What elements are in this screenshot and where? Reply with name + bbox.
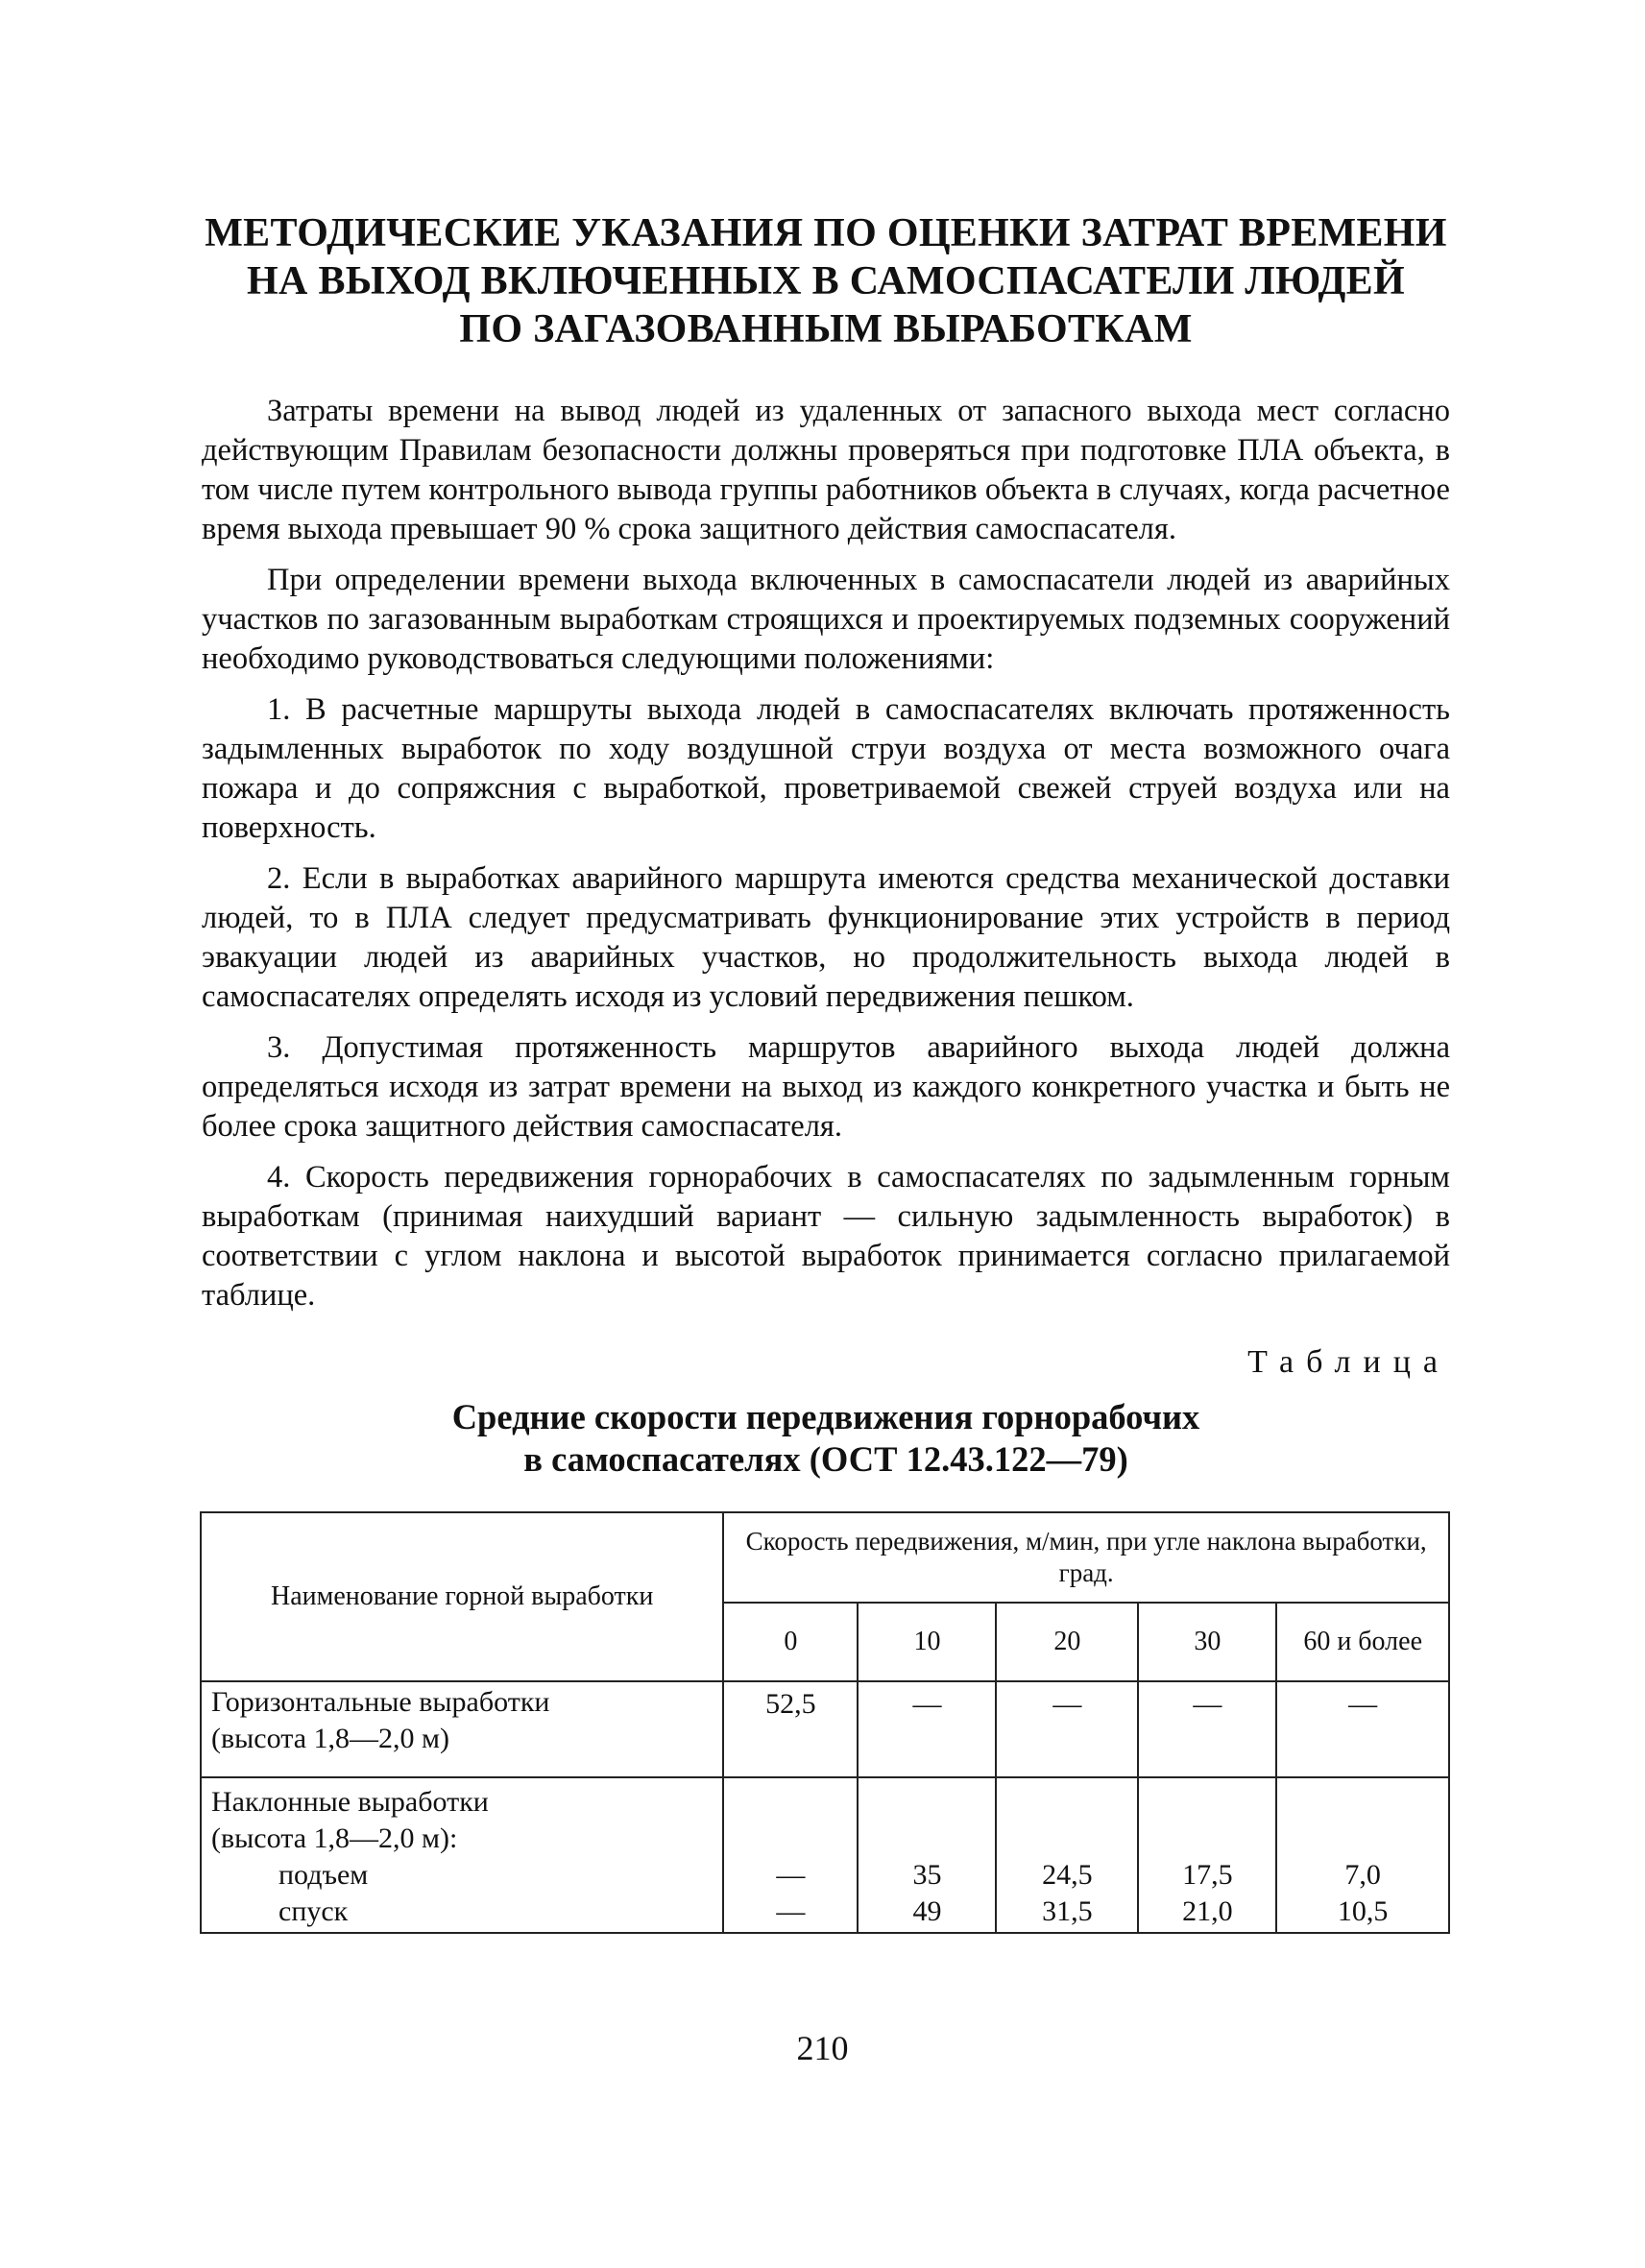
row-name-line: (высота 1,8—2,0 м): — [211, 1822, 458, 1854]
table-cell: — — [1276, 1681, 1449, 1777]
paragraph-provisions: При определении времени выхода включенных в самоспасатели людей из аварийных участков по загазованным выработкам строящихся и проектируемых подземных сооружений необходимо руководствоваться следующими положениями: — [202, 563, 1450, 676]
table-cell: — — [1138, 1681, 1276, 1777]
header-name: Наименование горной выработки — [201, 1512, 723, 1681]
title-line: МЕТОДИЧЕСКИЕ УКАЗАНИЯ ПО ОЦЕНКИ ЗАТРАТ ВРЕМЕНИ — [205, 211, 1447, 255]
header-angle-0: 0 — [723, 1603, 858, 1681]
speed-table — [200, 1511, 1450, 1934]
table-cell — [858, 1777, 996, 1933]
row-name-line: Горизонтальные выработки — [211, 1686, 550, 1718]
sub-value: 10,5 — [1337, 1895, 1389, 1927]
row-name — [201, 1681, 723, 1777]
page-number: 210 — [796, 2029, 849, 2067]
table-cell: — — [858, 1681, 996, 1777]
document-title — [202, 209, 1450, 353]
paragraph-item-3: 3. Допустимая протяженность маршрутов аварийного выхода людей должна определяться исходя из затрат времени на выход из каждого конкретного участка и быть не более срока защитного действия самоспасателя. — [202, 1030, 1450, 1144]
row-name-line: (высота 1,8—2,0 м) — [211, 1723, 449, 1754]
table-cell — [723, 1777, 858, 1933]
title-line: ПО ЗАГАЗОВАННЫМ ВЫРАБОТКАМ — [459, 307, 1193, 351]
sub-value: 21,0 — [1182, 1895, 1233, 1927]
table-cell: — — [996, 1681, 1138, 1777]
paragraph-item-1: 1. В расчетные маршруты выхода людей в самоспасателях включать протяженность задымленных выработок по ходу воздушной струи воздуха от места возможного очага пожара и до сопряжсния с выработкой, проветриваемой свежей струей воздуха или на поверхность. — [202, 692, 1450, 845]
header-angle-30: 30 — [1138, 1603, 1276, 1681]
sub-value: — — [776, 1895, 806, 1927]
table-row — [201, 1681, 1449, 1777]
table-cell: 52,5 — [723, 1681, 858, 1777]
table-title — [202, 1396, 1450, 1481]
table-title-line: в самоспасателях (ОСТ 12.43.122—79) — [523, 1439, 1128, 1479]
table-header-row — [201, 1512, 1449, 1603]
table-cell — [1138, 1777, 1276, 1933]
table-cell — [1276, 1777, 1449, 1933]
paragraph-intro: Затраты времени на вывод людей из удаленных от запасного выхода мест согласно действующим Правилам безопасности должны проверяться при подготовке ПЛА объекта, в том числе путем контрольного вывода группы работников объекта в случаях, когда расчетное время выхода превышает 90 % срока защитного действия самоспасателя. — [202, 394, 1450, 546]
sub-row-name: подъем — [278, 1859, 369, 1891]
header-angle-60: 60 и более — [1276, 1603, 1449, 1681]
header-angle-20: 20 — [996, 1603, 1138, 1681]
paragraph-item-2: 2. Если в выработках аварийного маршрута имеются средства механической доставки людей, то в ПЛА следует предусматривать функционирование этих устройств в период эвакуации людей из аварийных участков, но продолжительность выхода людей в самоспасателях определять исходя из условий передвижения пешком. — [202, 861, 1450, 1014]
row-name — [201, 1777, 723, 1933]
title-line: НА ВЫХОД ВКЛЮЧЕННЫХ В САМОСПАСАТЕЛИ ЛЮДЕЙ — [247, 259, 1405, 303]
table-label: Таблица — [1247, 1344, 1450, 1380]
table-row — [201, 1777, 1449, 1933]
sub-value: 35 — [912, 1859, 942, 1891]
table-title-line: Средние скорости передвижения горнорабочих — [451, 1397, 1200, 1436]
sub-value: — — [776, 1859, 806, 1891]
header-speed: Скорость передвижения, м/мин, при угле наклона выработки, град. — [723, 1512, 1449, 1603]
row-name-line: Наклонные выработки — [211, 1786, 489, 1818]
paragraph-item-4: 4. Скорость передвижения горнорабочих в самоспасателях по задымленным горным выработкам (принимая наихудший вариант — сильную задымленность выработок) в соответствии с углом наклона и высотой выработок принимается согласно прилагаемой таблице. — [202, 1160, 1450, 1313]
sub-value: 17,5 — [1182, 1859, 1233, 1891]
sub-value: 7,0 — [1344, 1859, 1381, 1891]
sub-value: 24,5 — [1042, 1859, 1093, 1891]
page — [202, 209, 1450, 1934]
sub-row-name: спуск — [278, 1895, 349, 1927]
table-cell — [996, 1777, 1138, 1933]
header-angle-10: 10 — [858, 1603, 996, 1681]
sub-value: 31,5 — [1042, 1895, 1093, 1927]
sub-value: 49 — [912, 1895, 942, 1927]
